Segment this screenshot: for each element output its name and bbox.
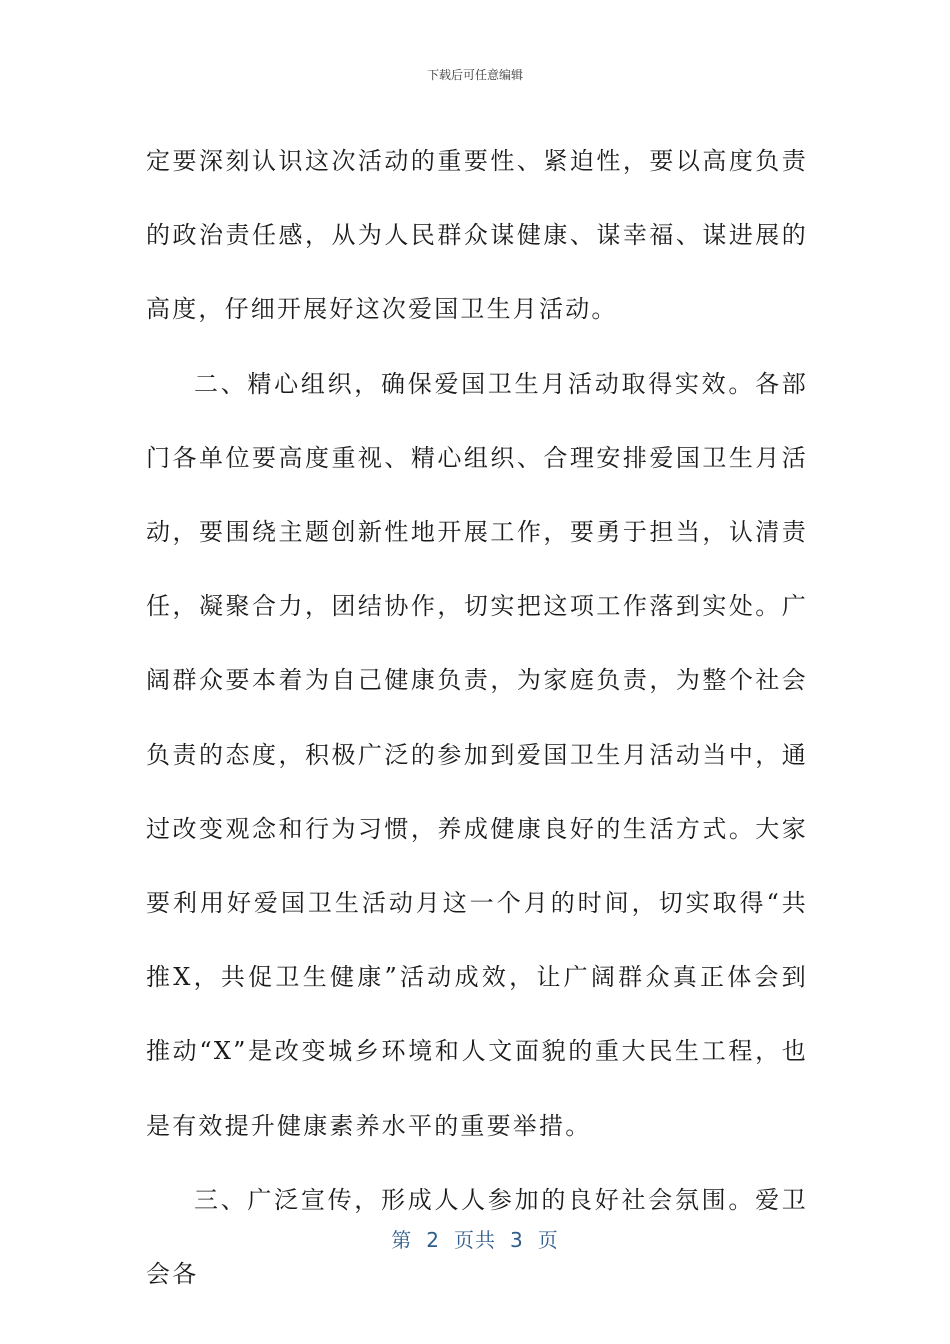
document-body bbox=[146, 124, 808, 1311]
page-prefix: 第 bbox=[391, 1228, 413, 1252]
paragraph-continuation: 定要深刻认识这次活动的重要性、紧迫性，要以高度负责的政治责任感，从为人民群众谋健康、谋幸福、谋进展的高度，仔细开展好这次爱国卫生月活动。 bbox=[146, 147, 808, 324]
page-header: 下载后可任意编辑 bbox=[426, 68, 523, 82]
total-pages-number: 3 bbox=[510, 1228, 524, 1252]
page-footer bbox=[0, 1224, 950, 1253]
paragraph-section-two: 二、精心组织，确保爱国卫生月活动取得实效。各部门各单位要高度重视、精心组织、合理安排爱国卫生月活动，要围绕主题创新性地开展工作，要勇于担当，认清责任，凝聚合力，团结协作，切实把这项工作落到实处。广阔群众要本着为自己健康负责，为家庭负责，为整个社会负责的态度，积极广泛的参加到爱国卫生月活动当中，通过改变观念和行为习惯，养成健康良好的生活方式。大家要利用好爱国卫生活动月这一个月的时间，切实取得“共推X，共促卫生健康”活动成效，让广阔群众真正体会到推动“X”是改变城乡环境和人文面貌的重大民生工程，也是有效提升健康素养水平的重要举措。 bbox=[146, 369, 808, 1140]
current-page-number: 2 bbox=[426, 1228, 440, 1252]
page-middle: 页共 bbox=[454, 1228, 496, 1252]
page-suffix: 页 bbox=[537, 1228, 559, 1252]
paragraph-section-three: 三、广泛宣传，形成人人参加的良好社会氛围。爱卫会各 bbox=[146, 1185, 808, 1289]
